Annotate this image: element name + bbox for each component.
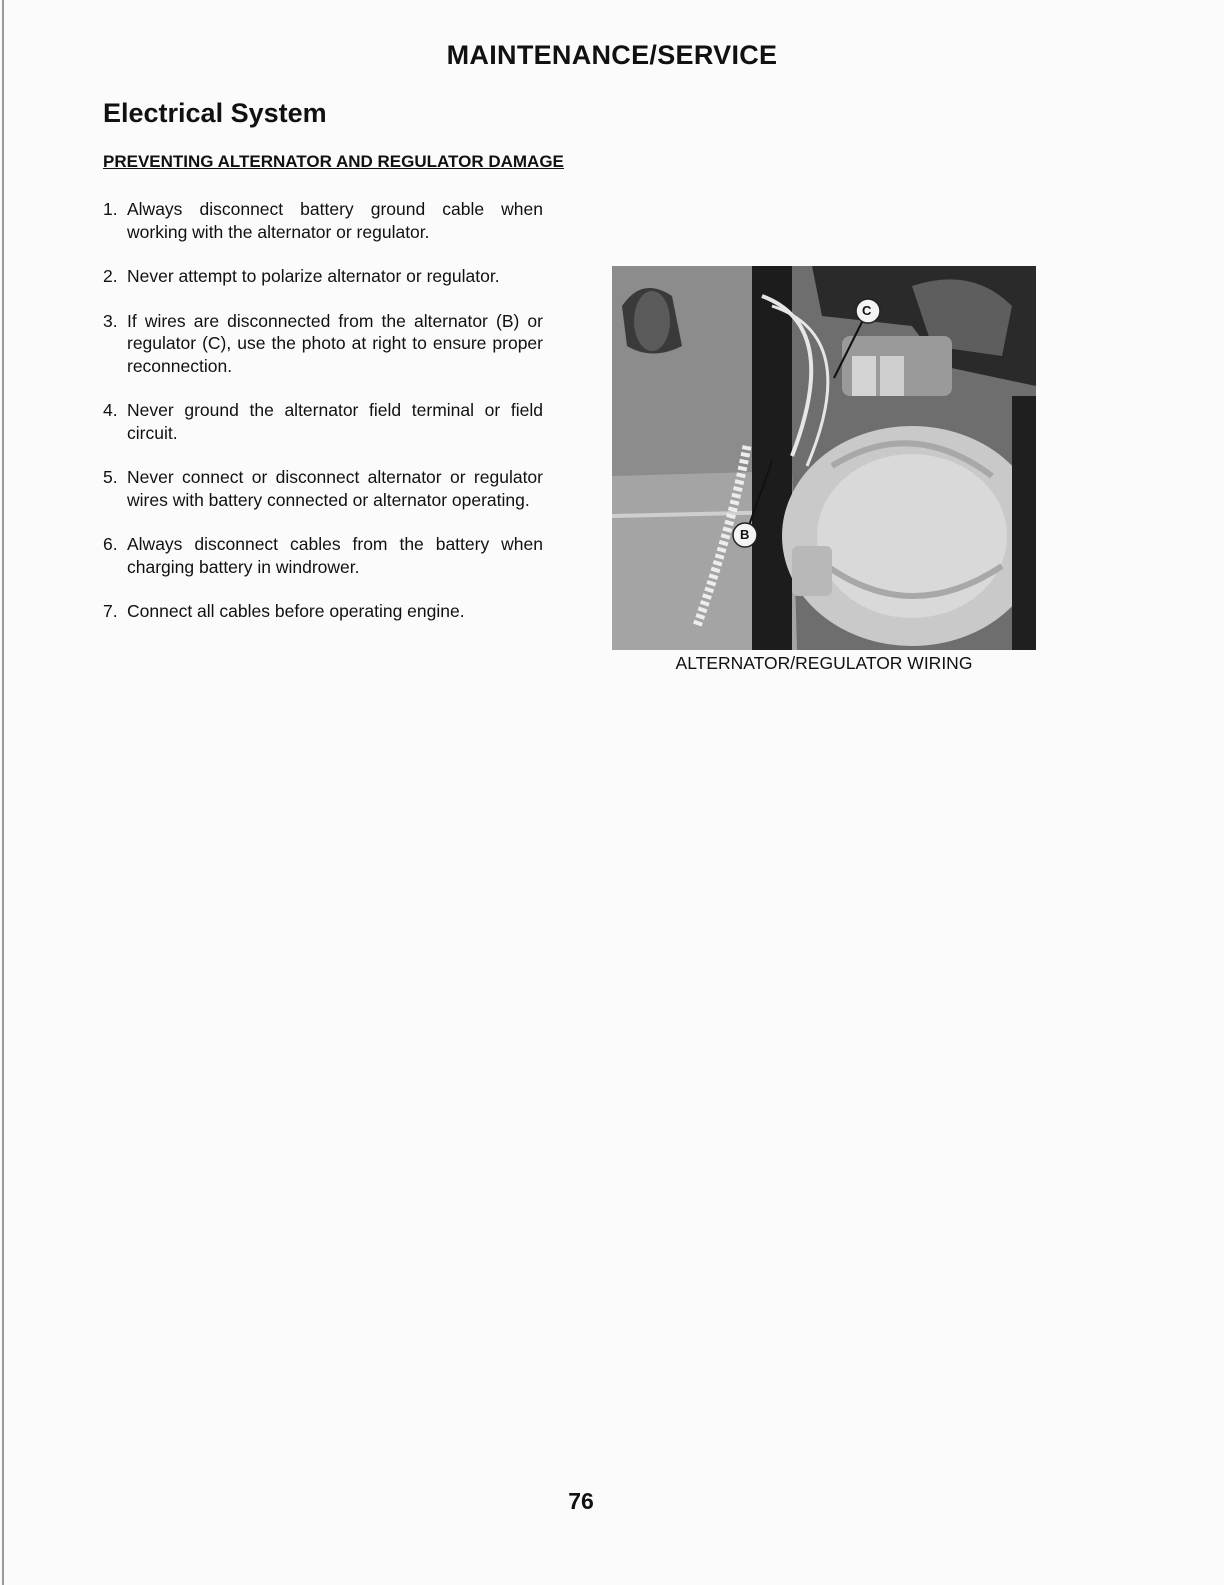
steps-list [103, 198, 543, 645]
list-item [103, 310, 543, 378]
list-item [103, 399, 543, 444]
subheading: PREVENTING ALTERNATOR AND REGULATOR DAMAGE [103, 152, 564, 171]
step-number: 1. [103, 199, 118, 219]
step-text: Never ground the alternator field terminal or field circuit. [127, 400, 543, 443]
list-item [103, 265, 543, 288]
list-item [103, 198, 543, 243]
page-edge [2, 0, 4, 1585]
step-text: If wires are disconnected from the alternator (B) or regulator (C), use the photo at right to ensure proper reconnection. [127, 310, 543, 376]
page-number: 76 [568, 1488, 594, 1514]
list-item [103, 533, 543, 578]
figure-caption: ALTERNATOR/REGULATOR WIRING [675, 653, 973, 673]
step-number: 6. [103, 534, 118, 554]
callout-c: C [862, 303, 872, 318]
alternator-photo-drawing [612, 266, 1036, 650]
list-item [103, 600, 543, 623]
step-text: Never connect or disconnect alternator or regulator wires with battery connected or alternator operating. [127, 467, 543, 510]
step-number: 3. [103, 310, 118, 331]
step-text: Never attempt to polarize alternator or regulator. [127, 266, 500, 286]
step-number: 2. [103, 266, 118, 286]
list-item [103, 466, 543, 511]
page-header: MAINTENANCE/SERVICE [446, 40, 778, 70]
section-title: Electrical System [103, 98, 327, 128]
step-number: 5. [103, 467, 118, 487]
step-text: Always disconnect battery ground cable when working with the alternator or regulator. [127, 199, 543, 242]
step-number: 7. [103, 601, 118, 621]
step-number: 4. [103, 400, 118, 420]
step-text: Always disconnect cables from the battery when charging battery in windrower. [127, 534, 543, 577]
step-text: Connect all cables before operating engine. [127, 601, 465, 621]
callout-b: B [740, 527, 750, 542]
alternator-photo [612, 266, 1036, 650]
